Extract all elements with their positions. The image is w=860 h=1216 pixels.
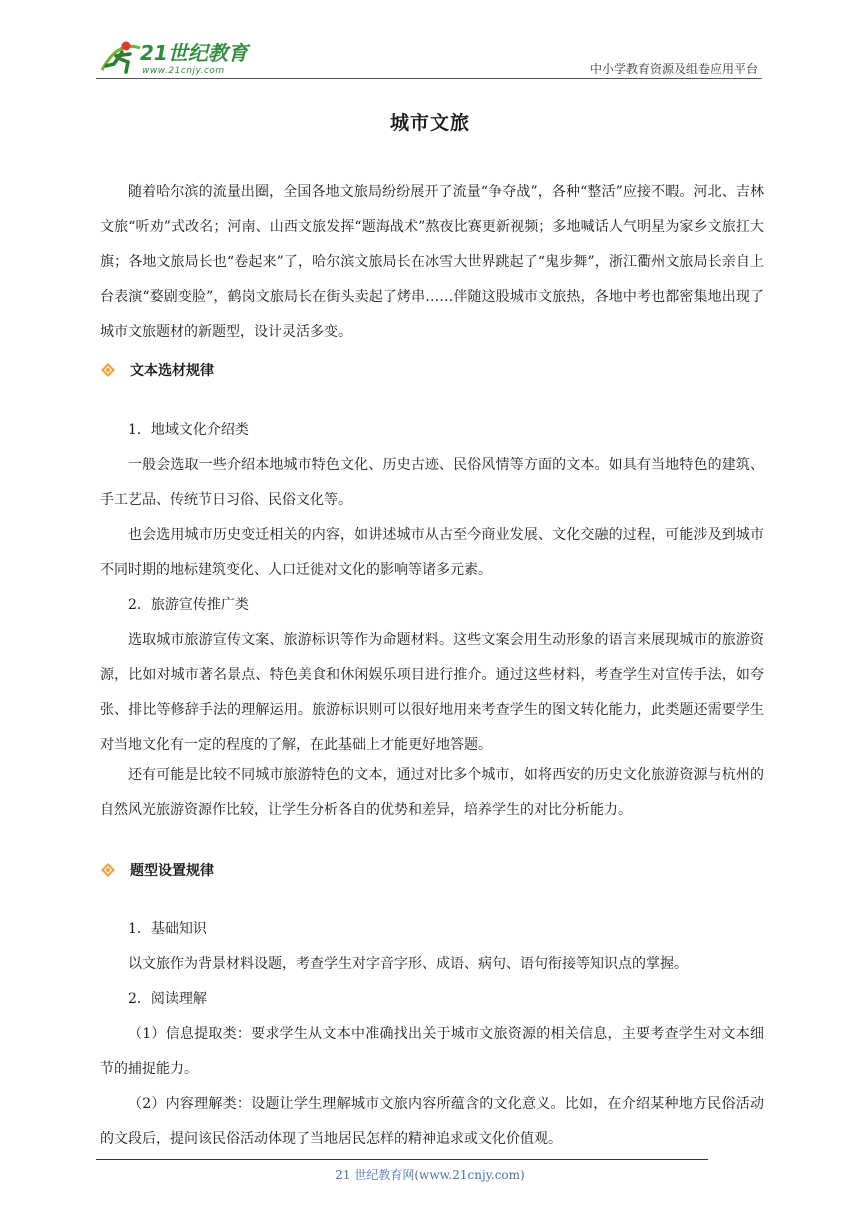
subheading-regional-culture: 1．地域文化介绍类 [128, 422, 249, 438]
page-title: 城市文旅 [389, 112, 470, 134]
paragraph-regional-culture: 一般会选取一些介绍本地城市特色文化、历史古迹、民俗风情等方面的文本。如具有当地特色的建筑、手工艺品、传统节日习俗、民俗文化等。 [100, 457, 764, 508]
header-rule [96, 78, 762, 79]
site-logo [96, 36, 266, 78]
paragraph-city-comparison: 还有可能是比较不同城市旅游特色的文本，通过对比多个城市，如将西安的历史文化旅游资源与杭州的自然风光旅游资源作比较，让学生分析各自的优势和差异，培养学生的对比分析能力。 [100, 767, 764, 818]
page-header [96, 36, 762, 80]
subheading-reading: 2．阅读理解 [128, 991, 207, 1007]
section-heading-material [100, 359, 214, 381]
footer-rule [96, 1159, 708, 1160]
paragraph-basic-knowledge: 以文旅作为背景材料设题，考查学生对字音字形、成语、病句、语句衔接等知识点的掌握。 [128, 956, 688, 972]
section-heading-label: 文本选材规律 [130, 363, 214, 379]
paragraph-content-understanding: （2）内容理解类：设题让学生理解城市文旅内容所蕴含的文化意义。比如，在介绍某种地方民俗活动的文段后，提问该民俗活动体现了当地居民怎样的精神追求或文化价值观。 [100, 1096, 764, 1147]
paragraph-info-extraction: （1）信息提取类：要求学生从文本中准确找出关于城市文旅资源的相关信息，主要考查学生对文本细节的捕捉能力。 [100, 1026, 764, 1077]
footer-link[interactable]: 21 世纪教育网(www.21cnjy.com) [335, 1168, 525, 1182]
subheading-basic-knowledge: 1．基础知识 [128, 921, 207, 937]
platform-name: 中小学教育资源及组卷应用平台 [589, 62, 758, 76]
section-heading-question-types [100, 859, 214, 881]
intro-paragraph: 随着哈尔滨的流量出圈，全国各地文旅局纷纷展开了流量“争夺战”，各种“整活”应接不暇。河北、吉林文旅“听劝”式改名；河南、山西文旅发挥“题海战术”熬夜比赛更新视频；多地喊话人气明星为家乡文旅扛大旗；各地文旅局长也“卷起来”了，哈尔滨文旅局长在冰雪大世界跳起了“鬼步舞”，浙江衢州文旅局长亲自上台表演“婺剧变脸”，鹤岗文旅局长在街头卖起了烤串……伴随这股城市文旅热，各地中考也都密集地出现了城市文旅题材的新题型，设计灵活多变。 [100, 184, 764, 340]
paragraph-city-history: 也会选用城市历史变迁相关的内容，如讲述城市从古至今商业发展、文化交融的过程，可能涉及到城市不同时期的地标建筑变化、人口迁徙对文化的影响等诸多元素。 [100, 527, 764, 578]
svg-text:21世纪教育: 21世纪教育 [140, 41, 248, 65]
subheading-tourism-promotion: 2．旅游宣传推广类 [128, 597, 249, 613]
section-heading-label: 题型设置规律 [130, 863, 214, 879]
svg-text:www.21cnjy.com: www.21cnjy.com [142, 66, 225, 76]
diamond-bullet-icon [100, 362, 116, 378]
paragraph-tourism-promotion: 选取城市旅游宣传文案、旅游标识等作为命题材料。这些文案会用生动形象的语言来展现城市的旅游资源，比如对城市著名景点、特色美食和休闲娱乐项目进行推介。通过这些材料，考查学生对宣传手法，如夸张、排比等修辞手法的理解运用。旅游标识则可以很好地用来考查学生的图文转化能力，此类题还需要学生对当地文化有一定的程度的了解，在此基础上才能更好地答题。 [100, 632, 764, 753]
diamond-bullet-icon [100, 862, 116, 878]
